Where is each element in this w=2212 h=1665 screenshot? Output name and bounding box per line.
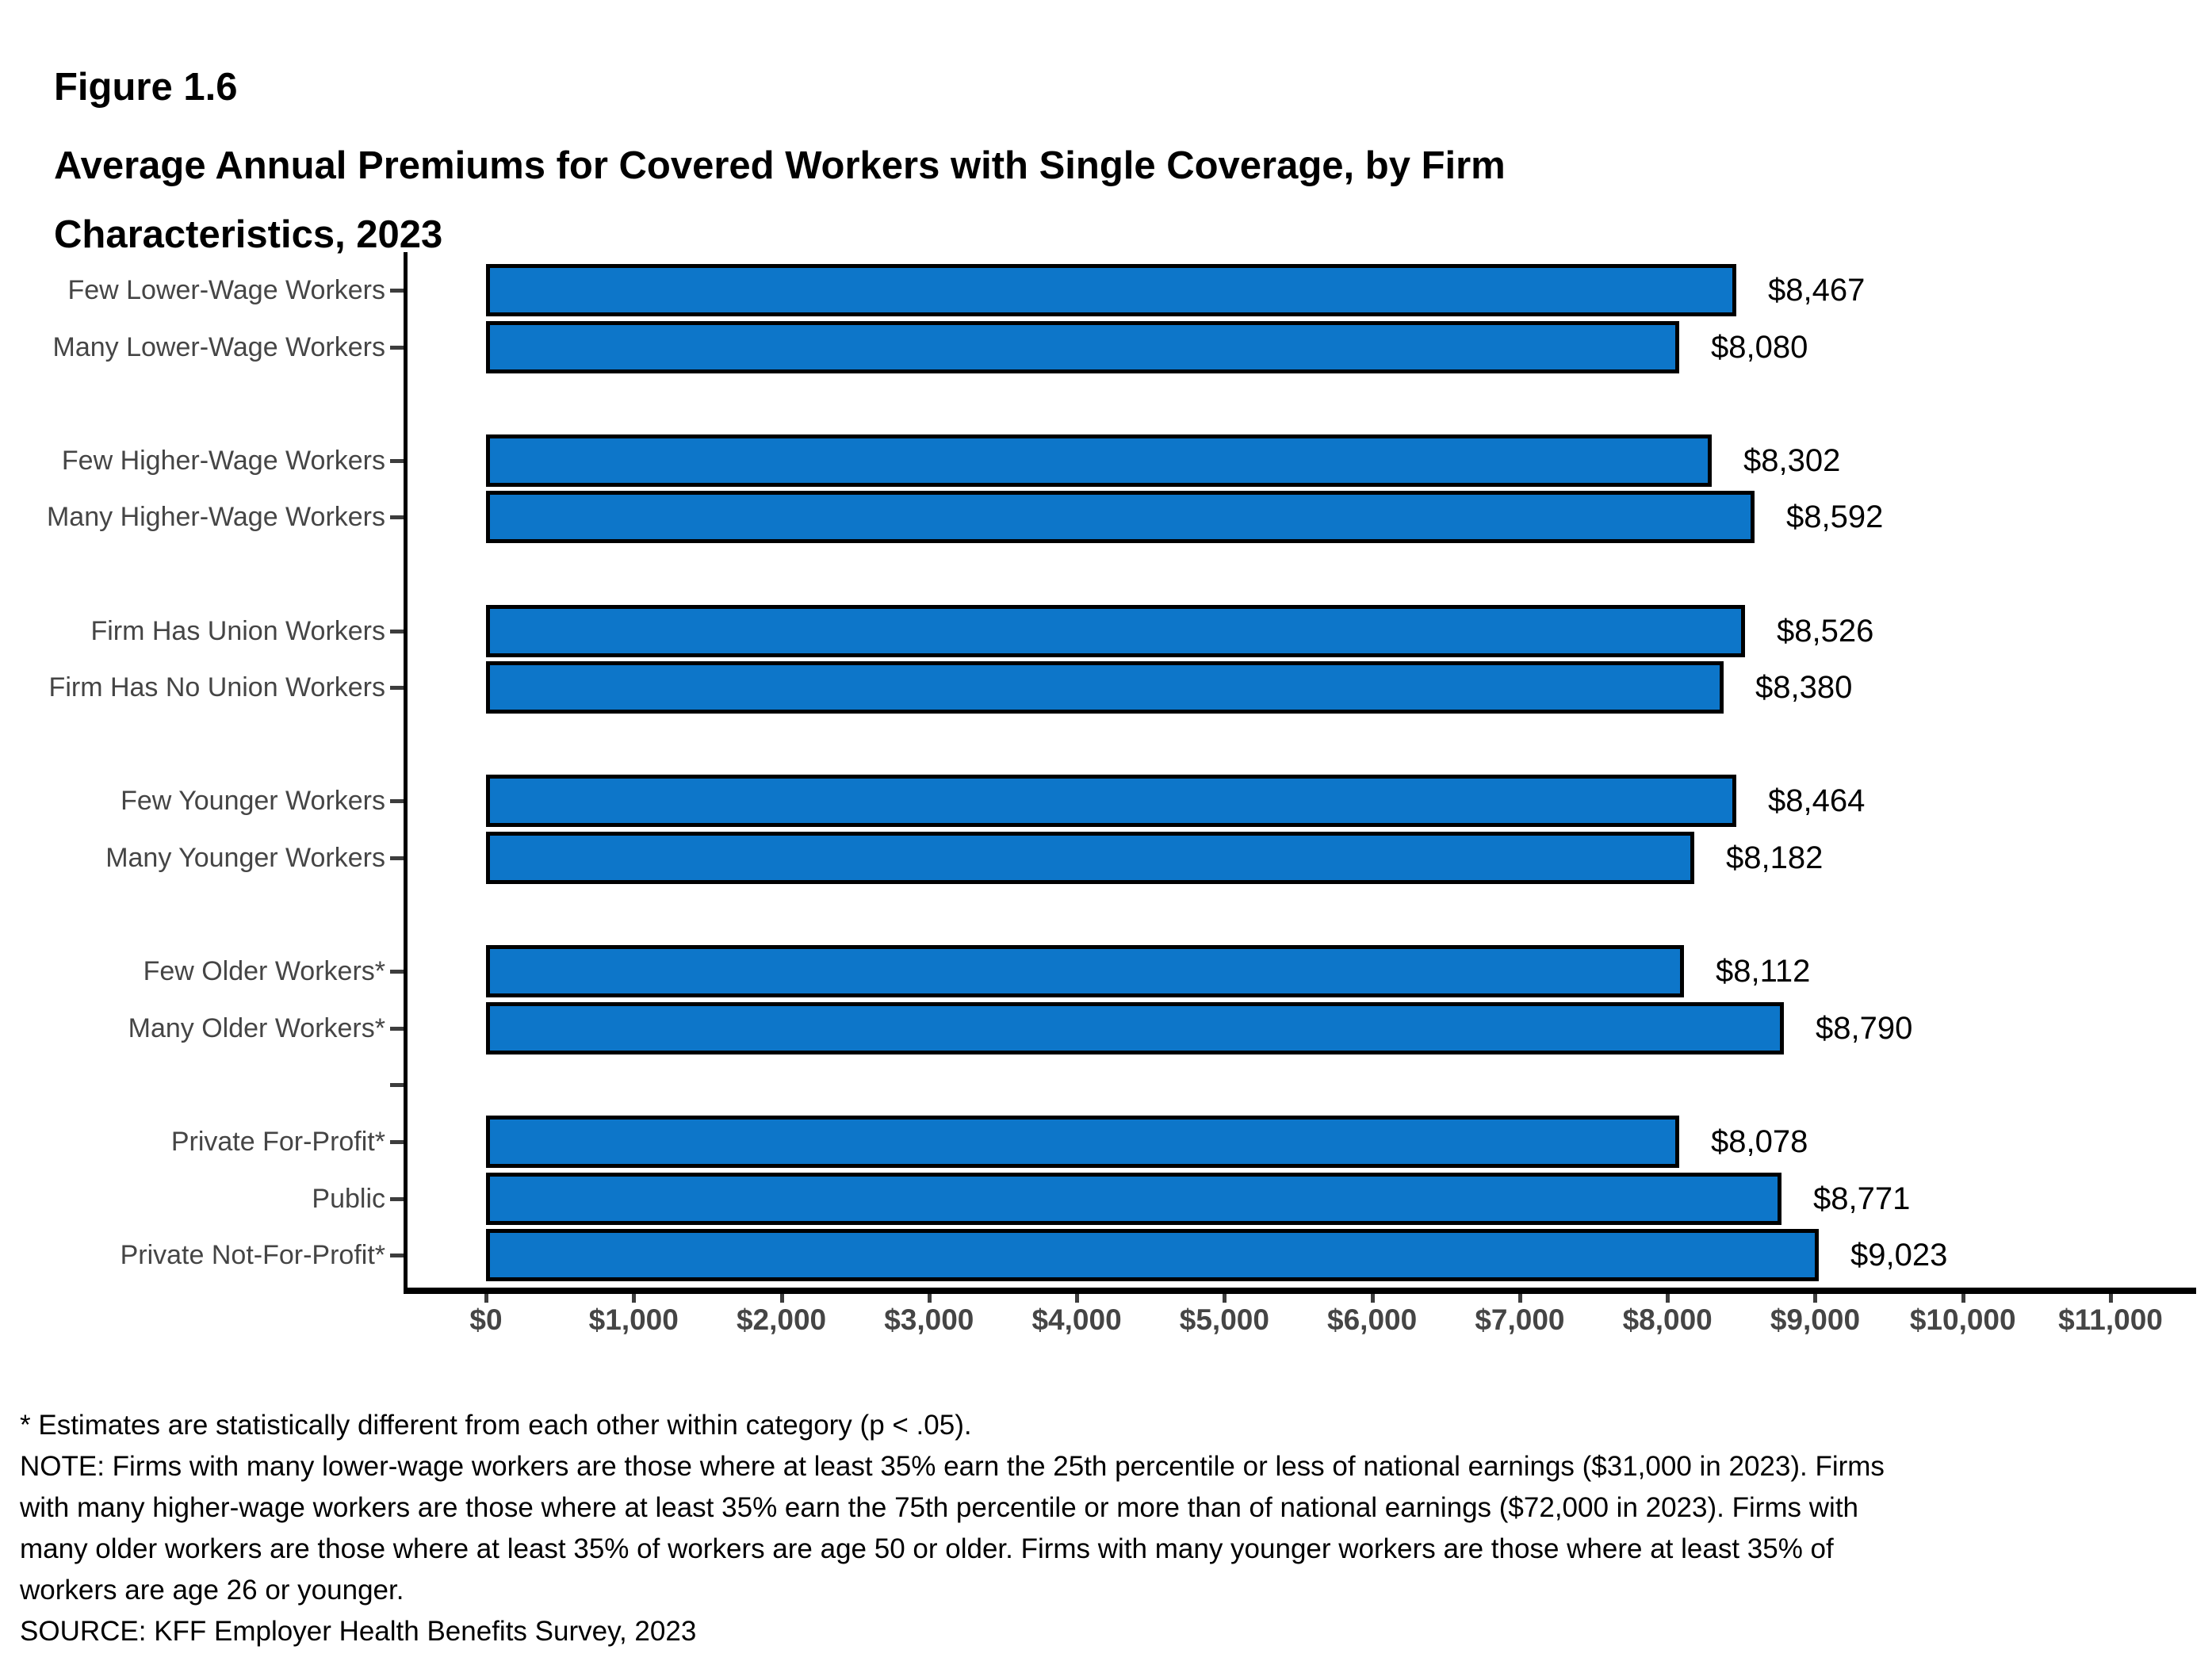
x-axis-tick-label: $5,000 — [1179, 1303, 1269, 1336]
x-axis-tick-label: $7,000 — [1475, 1303, 1565, 1336]
y-axis-tick — [390, 1140, 404, 1144]
category-label: Few Younger Workers — [121, 786, 385, 817]
category-label: Many Lower-Wage Workers — [52, 331, 385, 362]
x-axis-tick-label: $1,000 — [588, 1303, 679, 1336]
chart-title-line-2: Characteristics, 2023 — [54, 213, 443, 256]
bar-value-label: $8,078 — [1711, 1124, 1808, 1159]
x-axis-tick-label: $6,000 — [1327, 1303, 1418, 1336]
category-label: Many Higher-Wage Workers — [46, 502, 385, 533]
bar-value-label: $8,302 — [1743, 442, 1841, 478]
chart-title-line-1: Average Annual Premiums for Covered Workers with Single Coverage, by Firm — [54, 144, 1506, 187]
footnote-asterisk: * Estimates are statistically different from each other within category (p < .05). — [20, 1410, 972, 1441]
footnotes — [20, 1405, 1885, 1652]
bar-value-label: $8,112 — [1716, 954, 1811, 989]
bar — [486, 832, 1694, 884]
bar — [486, 321, 1679, 373]
y-axis-tick — [390, 856, 404, 860]
y-axis-tick — [390, 970, 404, 974]
category-label: Many Younger Workers — [105, 843, 385, 873]
bar — [486, 1116, 1679, 1168]
y-axis-tick — [390, 346, 404, 350]
category-label: Private For-Profit* — [170, 1127, 385, 1157]
bar — [486, 775, 1736, 827]
bar — [486, 264, 1736, 316]
category-label: Few Older Workers* — [143, 956, 385, 987]
y-axis-tick — [390, 799, 404, 803]
x-axis-tick-label: $11,000 — [2058, 1303, 2163, 1336]
x-axis-tick-label: $9,000 — [1770, 1303, 1861, 1336]
y-axis-tick — [390, 1197, 404, 1201]
footnote-source: SOURCE: KFF Employer Health Benefits Survey, 2023 — [20, 1616, 697, 1647]
bar-value-label: $8,771 — [1813, 1181, 1911, 1216]
bar-value-label: $8,464 — [1768, 783, 1866, 819]
bar-value-label: $8,526 — [1777, 613, 1874, 649]
x-axis-tick-label: $4,000 — [1031, 1303, 1122, 1336]
x-axis-tick-label: $8,000 — [1622, 1303, 1713, 1336]
footnote-note-line-4: workers are age 26 or younger. — [20, 1575, 404, 1606]
category-label: Few Higher-Wage Workers — [61, 445, 385, 476]
bar-value-label: $8,467 — [1768, 273, 1866, 308]
bar — [486, 491, 1755, 543]
y-axis-tick — [390, 515, 404, 519]
bar — [486, 1002, 1784, 1054]
bar — [486, 605, 1745, 657]
bar-value-label: $8,080 — [1711, 329, 1808, 365]
category-label: Public — [312, 1183, 385, 1214]
category-label: Few Lower-Wage Workers — [67, 275, 385, 305]
bar — [486, 434, 1712, 487]
footnote-note-line-3: many older workers are those where at least 35% of workers are age 50 or older. Firms with many younger workers are those where at least 35% of — [20, 1533, 1834, 1564]
footnote-note-line-1: NOTE: Firms with many lower-wage workers are those where at least 35% earn the 25th percentile or less of national earnings ($31,000 in 2023). Firms — [20, 1451, 1885, 1482]
y-axis-tick — [390, 1254, 404, 1257]
category-label: Firm Has No Union Workers — [48, 672, 385, 703]
y-axis-tick — [390, 289, 404, 293]
y-axis-tick — [390, 459, 404, 463]
y-axis-tick — [390, 630, 404, 633]
y-axis-tick — [390, 686, 404, 690]
y-axis-tick — [390, 1083, 404, 1087]
bar — [486, 1229, 1819, 1281]
category-label: Many Older Workers* — [128, 1012, 385, 1043]
x-axis-tick-label: $10,000 — [1909, 1303, 2016, 1336]
bar — [486, 1173, 1781, 1225]
bar — [486, 945, 1684, 997]
y-axis-tick — [390, 1027, 404, 1031]
x-axis-tick-label: $0 — [469, 1303, 503, 1336]
x-axis-tick-label: $3,000 — [884, 1303, 974, 1336]
category-label: Firm Has Union Workers — [90, 615, 385, 646]
footnote-note-line-2: with many higher-wage workers are those where at least 35% earn the 75th percentile or more than of national earnings ($72,000 in 2023). Firms with — [20, 1492, 1859, 1523]
bar — [486, 661, 1724, 714]
category-label: Private Not-For-Profit* — [120, 1240, 385, 1271]
bar-value-label: $8,380 — [1755, 670, 1853, 706]
bar-value-label: $9,023 — [1850, 1238, 1948, 1273]
bar-value-label: $8,592 — [1786, 500, 1884, 535]
x-axis-tick-label: $2,000 — [736, 1303, 827, 1336]
figure-label: Figure 1.6 — [54, 66, 238, 109]
bar-value-label: $8,790 — [1816, 1010, 1913, 1046]
bar-value-label: $8,182 — [1726, 840, 1824, 875]
